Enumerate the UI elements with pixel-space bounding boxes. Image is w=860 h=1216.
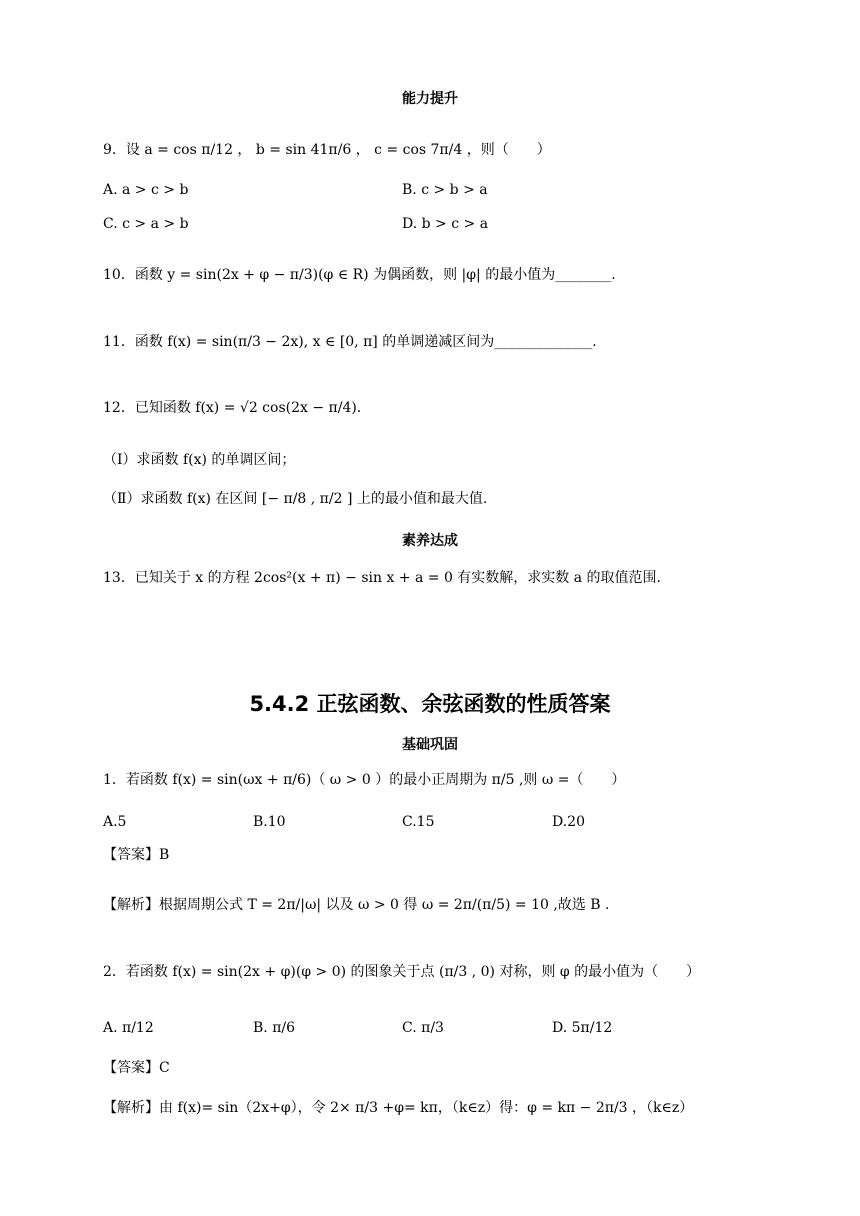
answer-1-stem: 1．若函数 f(x) = sin(ωx + π/6)（ ω > 0 ）的最小正周期为 π/5 ,则 ω =（ ） [103,772,626,788]
question-12-stem: 12．已知函数 f(x) = √2 cos(2x − π/4). [103,400,362,416]
answer-1-analysis: 【解析】根据周期公式 T = 2π/|ω| 以及 ω > 0 得 ω = 2π/(π/5) = 10 ,故选 B . [103,897,610,913]
question-13: 13．已知关于 x 的方程 2cos²(x + π) − sin x + a = 0 有实数解，求实数 a 的取值范围. [103,570,662,586]
a1-option-b: B.10 [253,814,286,830]
answer-2-stem: 2．若函数 f(x) = sin(2x + φ)(φ > 0) 的图象关于点 (π/3 , 0) 对称，则 φ 的最小值为（ ） [103,964,701,980]
answer-2-analysis: 【解析】由 f(x)= sin（2x+φ），令 2× π/3 +φ= kπ，（k∈z）得：φ = kπ − 2π/3 ，（k∈z） [103,1100,694,1116]
q9-option-c: C. c > a > b [103,216,189,232]
a1-option-a: A.5 [103,814,127,830]
question-12-part-2: （Ⅱ）求函数 f(x) 在区间 [− π/8 , π/2 ] 上的最小值和最大值. [103,491,488,507]
q9-option-a: A. a > c > b [103,182,189,198]
q9-option-d: D. b > c > a [402,216,489,232]
answers-title: 5.4.2 正弦函数、余弦函数的性质答案 [249,692,611,716]
answer-2-answer: 【答案】C [103,1060,170,1076]
question-12-part-1: （Ⅰ）求函数 f(x) 的单调区间； [103,452,296,468]
question-10: 10．函数 y = sin(2x + φ − π/3)(φ ∈ R) 为偶函数，则 |φ| 的最小值为________. [103,267,616,283]
section-heading-basic: 基础巩固 [402,737,458,753]
a2-option-b: B. π/6 [253,1020,296,1036]
section-heading-ability: 能力提升 [402,91,458,107]
q9-option-b: B. c > b > a [402,182,488,198]
a1-option-c: C.15 [402,814,435,830]
a2-option-c: C. π/3 [402,1020,444,1036]
section-heading-literacy: 素养达成 [402,533,458,549]
a1-option-d: D.20 [552,814,585,830]
answer-1-answer: 【答案】B [103,847,170,863]
a2-option-a: A. π/12 [103,1020,154,1036]
question-11: 11．函数 f(x) = sin(π/3 − 2x), x ∈ [0, π] 的单调递减区间为______________. [103,334,597,350]
question-9-stem: 9．设 a = cos π/12 ， b = sin 41π/6 ， c = cos 7π/4 ，则（ ） [103,142,551,158]
a2-option-d: D. 5π/12 [552,1020,613,1036]
